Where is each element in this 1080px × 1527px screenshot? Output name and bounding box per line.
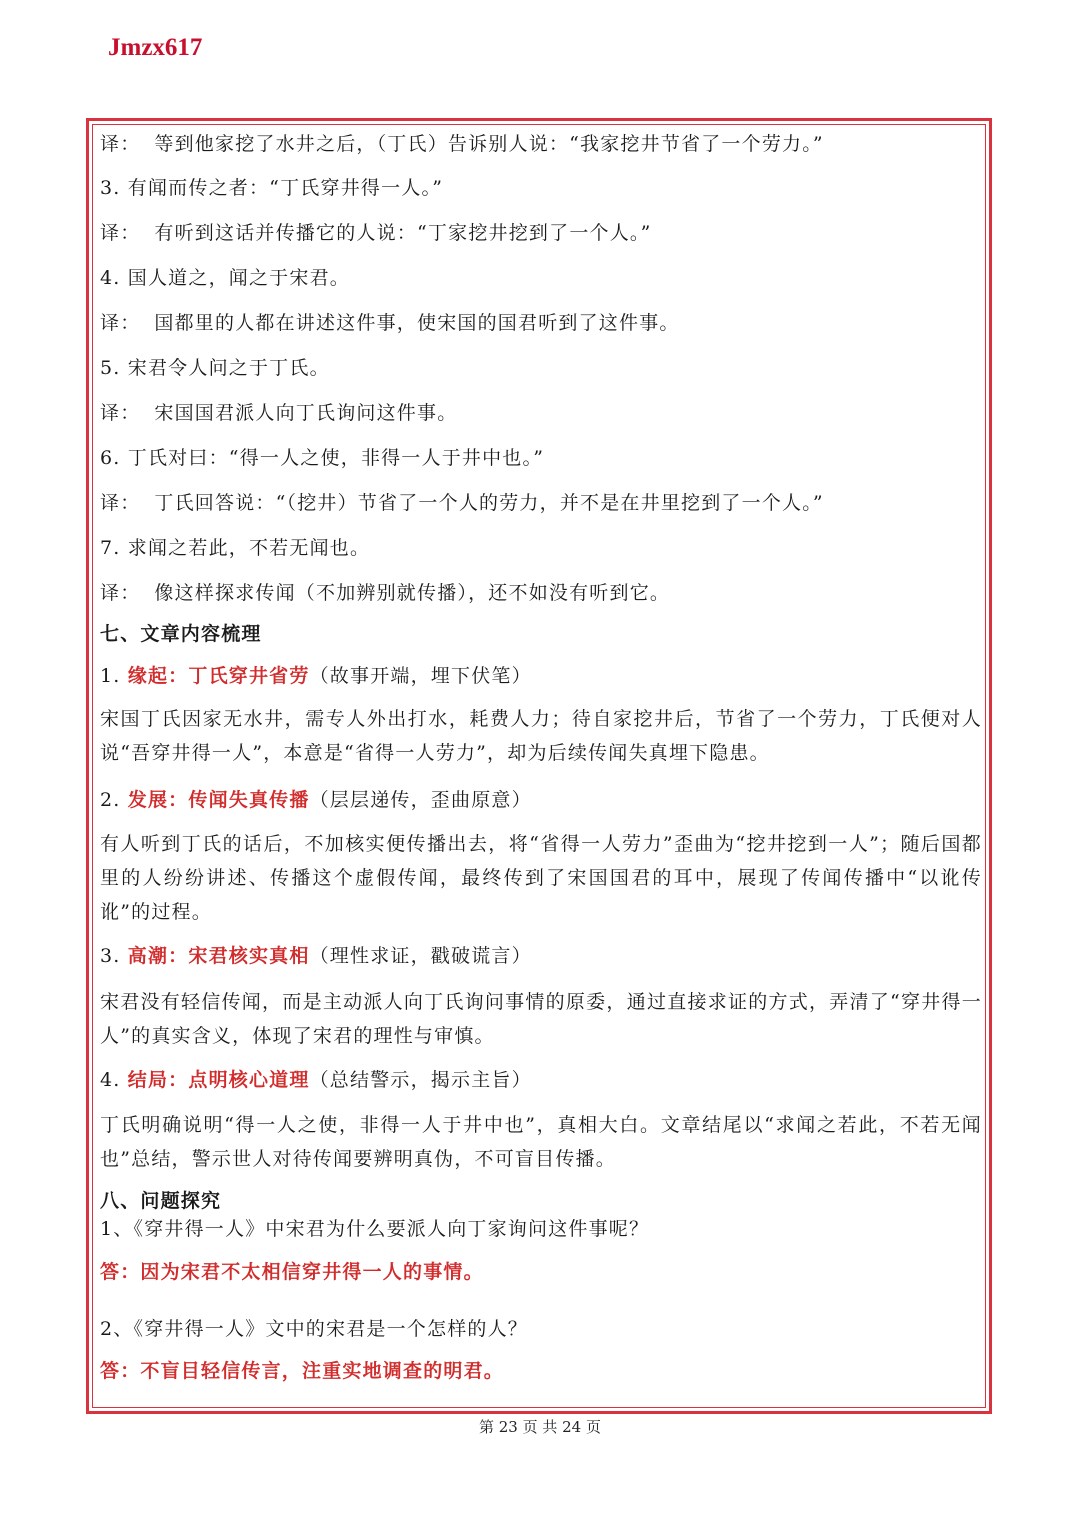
outline-number: 3. [100, 945, 121, 967]
translation-5 [100, 401, 457, 425]
outline-note: （理性求证，戳破谎言） [309, 945, 532, 967]
translation-label: 译： [100, 492, 141, 514]
question-2: 2、《穿井得一人》文中的宋君是一个怎样的人？ [100, 1318, 528, 1340]
outline-heading-4 [100, 1068, 532, 1092]
translation-text: 有听到这话并传播它的人说：“丁家挖井挖到了一个人。” [154, 222, 652, 244]
outline-title: 高潮：宋君核实真相 [127, 945, 310, 967]
outline-heading-1 [100, 664, 532, 688]
outline-title: 缘起：丁氏穿井省劳 [127, 665, 310, 687]
answer-2: 答：不盲目轻信传言，注重实地调查的明君。 [100, 1360, 505, 1382]
sentence-3 [100, 176, 443, 200]
sentence-text: 国人道之，闻之于宋君。 [127, 267, 350, 289]
translation-label: 译： [100, 582, 141, 604]
translation-4 [100, 311, 680, 335]
page-number: 第 23 页 共 24 页 [478, 1418, 601, 1436]
outline-number: 4. [100, 1069, 121, 1091]
translation-text: 像这样探求传闻（不加辨别就传播），还不如没有听到它。 [154, 582, 671, 604]
translation-3 [100, 221, 652, 245]
sentence-number: 7. [100, 537, 121, 559]
outline-title: 结局：点明核心道理 [127, 1069, 310, 1091]
translation-text: 等到他家挖了水井之后，（丁氏）告诉别人说：“我家挖井节省了一个劳力。” [154, 133, 824, 155]
sentence-5 [100, 356, 330, 380]
outline-number: 1. [100, 665, 121, 687]
outline-note: （总结警示，揭示主旨） [309, 1069, 532, 1091]
outline-note: （故事开端，埋下伏笔） [309, 665, 532, 687]
sentence-text: 宋君令人问之于丁氏。 [127, 357, 330, 379]
sentence-number: 4. [100, 267, 121, 289]
translation-2 [100, 132, 824, 156]
translation-text: 丁氏回答说：“（挖井）节省了一个人的劳力，并不是在井里挖到了一个人。” [154, 492, 824, 514]
question-1: 1、《穿井得一人》中宋君为什么要派人向丁家询问这件事呢？ [100, 1218, 650, 1240]
sentence-text: 有闻而传之者：“丁氏穿井得一人。” [127, 177, 444, 199]
brand-logo-text: Jmzx617 [108, 34, 203, 61]
sentence-number: 5. [100, 357, 121, 379]
section-heading-7: 七、文章内容梳理 [100, 623, 262, 645]
translation-text: 国都里的人都在讲述这件事，使宋国的国君听到了这件事。 [154, 312, 680, 334]
sentence-number: 6. [100, 447, 121, 469]
sentence-6 [100, 446, 544, 470]
translation-6 [100, 491, 824, 515]
translation-7 [100, 581, 670, 605]
outline-note: （层层递传，歪曲原意） [309, 789, 532, 811]
outline-body-1: 宋国丁氏因家无水井，需专人外出打水，耗费人力；待自家挖井后，节省了一个劳力，丁氏便对人说“吾穿井得一人”，本意是“省得一人劳力”，却为后续传闻失真埋下隐患。 [100, 708, 982, 764]
sentence-text: 求闻之若此，不若无闻也。 [127, 537, 371, 559]
sentence-4 [100, 266, 350, 290]
translation-label: 译： [100, 402, 141, 424]
outline-body-3: 宋君没有轻信传闻，而是主动派人向丁氏询问事情的原委，通过直接求证的方式，弄清了“穿井得一人”的真实含义，体现了宋君的理性与审慎。 [100, 991, 982, 1047]
sentence-text: 丁氏对曰：“得一人之使，非得一人于井中也。” [127, 447, 545, 469]
outline-heading-2 [100, 788, 532, 812]
outline-title: 发展：传闻失真传播 [127, 789, 310, 811]
section-heading-8: 八、问题探究 [100, 1190, 222, 1212]
outline-heading-3 [100, 944, 532, 968]
answer-1: 答：因为宋君不太相信穿井得一人的事情。 [100, 1261, 484, 1283]
outline-body-4: 丁氏明确说明“得一人之使，非得一人于井中也”，真相大白。文章结尾以“求闻之若此，不若无闻也”总结，警示世人对待传闻要辨明真伪，不可盲目传播。 [100, 1114, 982, 1170]
translation-label: 译： [100, 222, 141, 244]
sentence-number: 3. [100, 177, 121, 199]
translation-label: 译： [100, 133, 141, 155]
translation-label: 译： [100, 312, 141, 334]
translation-text: 宋国国君派人向丁氏询问这件事。 [154, 402, 458, 424]
outline-number: 2. [100, 789, 121, 811]
sentence-7 [100, 536, 370, 560]
outline-body-2: 有人听到丁氏的话后，不加核实便传播出去，将“省得一人劳力”歪曲为“挖井挖到一人”；随后国都里的人纷纷讲述、传播这个虚假传闻，最终传到了宋国国君的耳中，展现了传闻传播中“以讹传讹”的过程。 [100, 833, 982, 923]
